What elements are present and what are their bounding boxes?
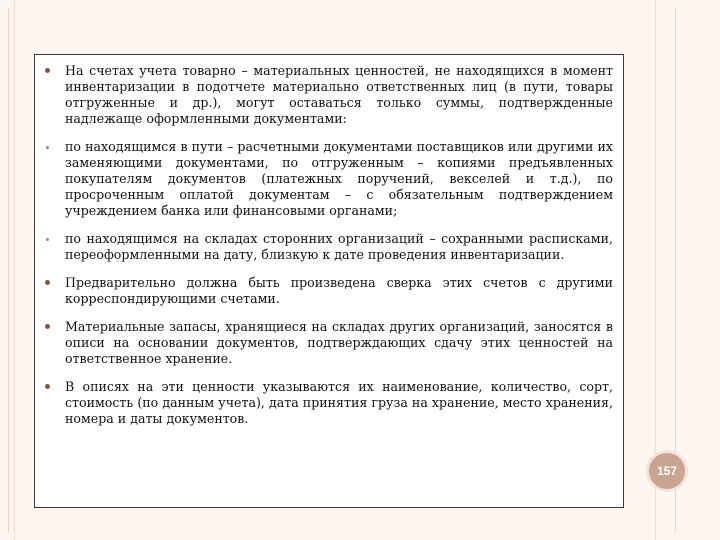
bullet-text: по находящимся в пути – расчетными документами поставщиков или другими их заменяющими документами, по отгруженным – копиями предъявленных покупателям документов (платежных поручений, векселей и т.д.), по просроченным оплатой документам – с обязательным подтверждением учреждением банка или финансовыми органами;	[65, 139, 613, 218]
content-text-box	[34, 54, 624, 508]
bullet-text: Предварительно должна быть произведена сверка этих счетов с другими корреспондирующими счетами.	[65, 275, 613, 306]
bullet-item-2	[45, 139, 613, 219]
bullet-dot-icon	[45, 324, 50, 329]
bullet-text: по находящимся на складах сторонних организаций – сохранными расписками, переоформленными на дату, близкую к дате проведения инвентаризации.	[65, 231, 613, 262]
bullet-list	[45, 63, 613, 427]
bullet-item-3	[45, 231, 613, 263]
bullet-dot-icon	[45, 280, 50, 285]
bullet-item-5	[45, 319, 613, 367]
bullet-text: В описях на эти ценности указываются их наименование, количество, сорт, стоимость (по данным учета), дата принятия груза на хранение, место хранения, номера и даты документов.	[65, 379, 613, 426]
bullet-text: Материальные запасы, хранящиеся на складах других организаций, заносятся в описи на основании документов, подтверждающих сдачу этих ценностей на ответственное хранение.	[65, 319, 613, 366]
bullet-item-1	[45, 63, 613, 127]
page-number: 157	[656, 464, 678, 478]
sub-bullet-dot-icon	[46, 146, 49, 149]
bullet-dot-icon	[45, 384, 50, 389]
sub-bullet-dot-icon	[46, 238, 49, 241]
bullet-item-6	[45, 379, 613, 427]
bullet-text: На счетах учета товарно – материальных ценностей, не находящихся в момент инвентаризации в подотчете материально ответственных лиц (в пути, товары отгруженные и др.), могут оставаться только суммы, подтвержденные надлежаще оформленными документами:	[65, 63, 613, 126]
bullet-item-4	[45, 275, 613, 307]
page-number-badge	[646, 450, 688, 492]
bullet-dot-icon	[45, 68, 50, 73]
